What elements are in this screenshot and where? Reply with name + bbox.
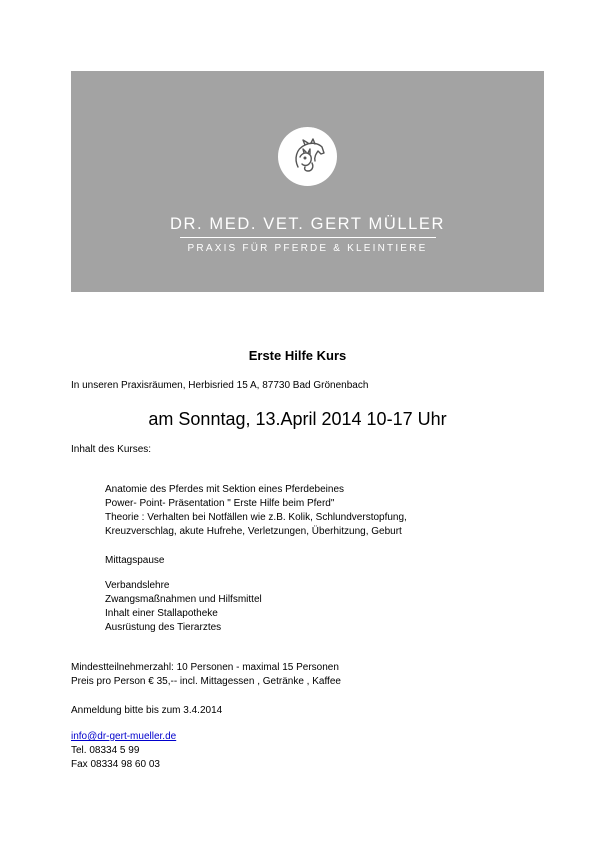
registration-deadline: Anmeldung bitte bis zum 3.4.2014: [71, 705, 223, 716]
contents-heading: Inhalt des Kurses:: [71, 444, 152, 455]
document-title: Erste Hilfe Kurs: [248, 348, 347, 363]
contents-line: Power- Point- Präsentation " Erste Hilfe beim Pferd": [105, 498, 335, 509]
contents-line: Kreuzverschlag, akute Hufrehe, Verletzungen, Überhitzung, Geburt: [105, 526, 402, 537]
logo: [278, 127, 337, 186]
price-text: Preis pro Person € 35,-- incl. Mittagessen , Getränke , Kaffee: [71, 676, 341, 687]
horse-and-cat-icon: [278, 127, 337, 186]
contents-line: Ausrüstung des Tierarztes: [105, 622, 222, 633]
contents-line: Inhalt einer Stallapotheke: [105, 608, 218, 619]
contents-line: Theorie : Verhalten bei Notfällen wie z.B. Kolik, Schlundverstopfung,: [105, 512, 407, 523]
brand-divider: [180, 237, 436, 238]
lunch-break: Mittagspause: [105, 555, 165, 566]
brand-name: DR. MED. VET. GERT MÜLLER: [169, 215, 446, 233]
fax-number: Fax 08334 98 60 03: [71, 759, 160, 770]
phone-number: Tel. 08334 5 99: [71, 745, 140, 756]
contents-line: Zwangsmaßnahmen und Hilfsmittel: [105, 594, 262, 605]
contents-line: Verbandslehre: [105, 580, 170, 591]
email-link[interactable]: info@dr-gert-mueller.de: [71, 731, 177, 742]
participants-text: Mindestteilnehmerzahl: 10 Personen - maximal 15 Personen: [71, 662, 339, 673]
brand-subtitle: PRAXIS FÜR PFERDE & KLEINTIERE: [187, 243, 428, 254]
header-banner: [71, 71, 544, 292]
course-date: am Sonntag, 13.April 2014 10-17 Uhr: [148, 409, 447, 429]
location-text: In unseren Praxisräumen, Herbisried 15 A, 87730 Bad Grönenbach: [71, 380, 369, 391]
contents-line: Anatomie des Pferdes mit Sektion eines Pferdebeines: [105, 484, 345, 495]
